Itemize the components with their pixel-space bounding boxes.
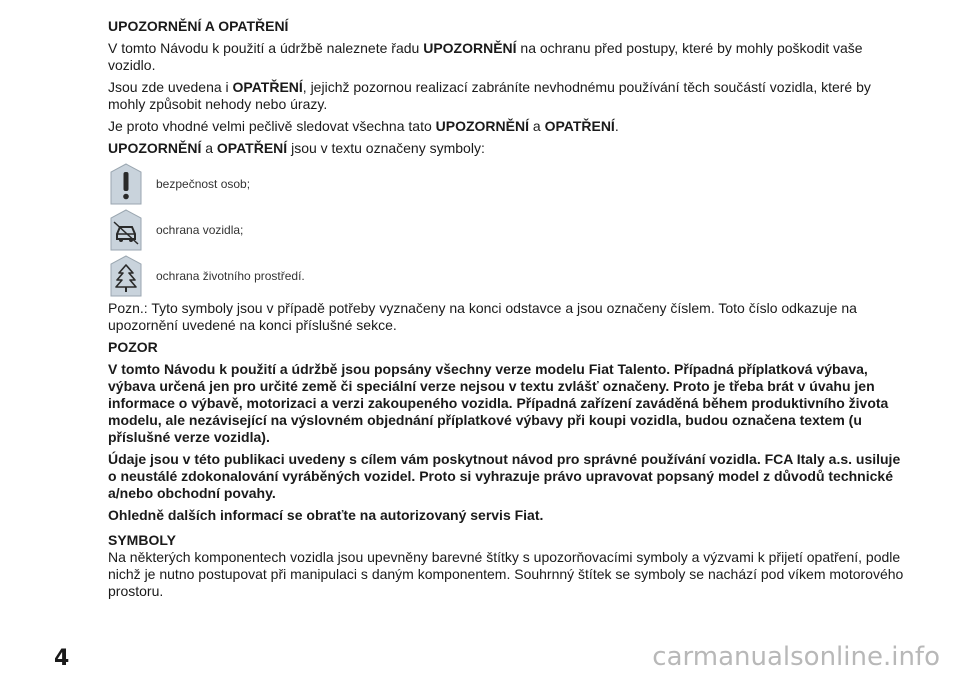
car-warning-icon [108,208,144,252]
watermark: carmanualsonline.info [652,642,940,672]
symbol-label-safety: bezpečnost osob; [156,176,251,191]
intro2-bold: OPATŘENÍ [232,79,303,95]
intro-paragraph-4 [108,140,908,157]
intro3-text: Je proto vhodné velmi pečlivě sledovat všechna tato [108,118,436,134]
exclamation-warning-icon [108,162,144,206]
intro4-mid: a [201,140,217,156]
intro-paragraph-1 [108,40,908,74]
intro4-bold-1: UPOZORNĚNÍ [108,140,202,156]
symboly-paragraph: Na některých komponentech vozidla jsou upevněny barevné štítky s upozorňovacími symboly a výzvami k přijetí opatření, podle nichž je nutno postupovat při manipulaci s daným komponentem. Souhrnný štítek se symboly se nachází pod víkem motorového prostoru. [108,549,904,599]
symbol-label-environment: ochrana životního prostředí. [156,268,305,283]
pozor-heading: POZOR [108,339,158,355]
tree-warning-icon [108,254,144,298]
symbol-label-vehicle: ochrana vozidla; [156,222,244,237]
intro-paragraph-2 [108,79,908,113]
pozor-paragraph-1: V tomto Návodu k použití a údržbě jsou popsány všechny verze modelu Fiat Talento. Případná příplatková výbava, výbava určená jen pro určité země či speciální verze nejsou v textu zvlášť označeny. Proto je třeba brát v úvahu jen informace o výbavě, motorizaci a verzi zakoupeného vozidla. Případná zařízení zaváděná během produktivního života modelu, ale nezávisející na výslovném objednání příplatkové výbavy při koupi vozidla, budou označena textem (u příslušné verze vozidla). [108,361,889,445]
pozor-paragraph-3: Ohledně dalších informací se obraťte na autorizovaný servis Fiat. [108,507,544,523]
symbol-row-vehicle [108,208,908,252]
intro2-text: Jsou zde uvedena i [108,79,233,95]
note-paragraph: Pozn.: Tyto symboly jsou v případě potřeby vyznačeny na konci odstavce a jsou označeny číslem. Toto číslo odkazuje na upozornění uvedené na konci příslušné sekce. [108,300,857,333]
symbol-row-safety [108,162,908,206]
intro3-mid: a [528,118,545,134]
intro3-text-end: . [614,118,619,134]
intro1-text: V tomto Návodu k použití a údržbě naleznete řadu [108,40,424,56]
intro4-text-end: jsou v textu označeny symboly: [287,140,485,156]
page-content [108,18,908,605]
intro-paragraph-3 [108,118,908,135]
intro4-bold-2: OPATŘENÍ [216,140,288,156]
pozor-paragraph-2: Údaje jsou v této publikaci uvedeny s cílem vám poskytnout návod pro správné používání vozidla. FCA Italy a.s. usiluje o neustálé zdokonalování vyráběných vozidel. Proto si vyhrazuje právo upravovat popsaný model z důvodů technické a/nebo obchodní povahy. [108,451,901,501]
section-title: UPOZORNĚNÍ A OPATŘENÍ [108,18,289,34]
intro2-text-end: , jejichž pozornou realizací zabráníte nevhodnému používání těch součástí vozidla, které by mohly způsobit nehody nebo úrazy. [108,79,871,112]
intro1-bold: UPOZORNĚNÍ [423,40,517,56]
intro3-bold-1: UPOZORNĚNÍ [435,118,529,134]
symbol-row-environment [108,254,908,298]
intro3-bold-2: OPATŘENÍ [544,118,615,134]
intro1-text-end: na ochranu před postupy, které by mohly poškodit vaše vozidlo. [108,40,863,73]
symboly-heading: SYMBOLY [108,532,176,548]
page-number: 4 [54,646,70,671]
